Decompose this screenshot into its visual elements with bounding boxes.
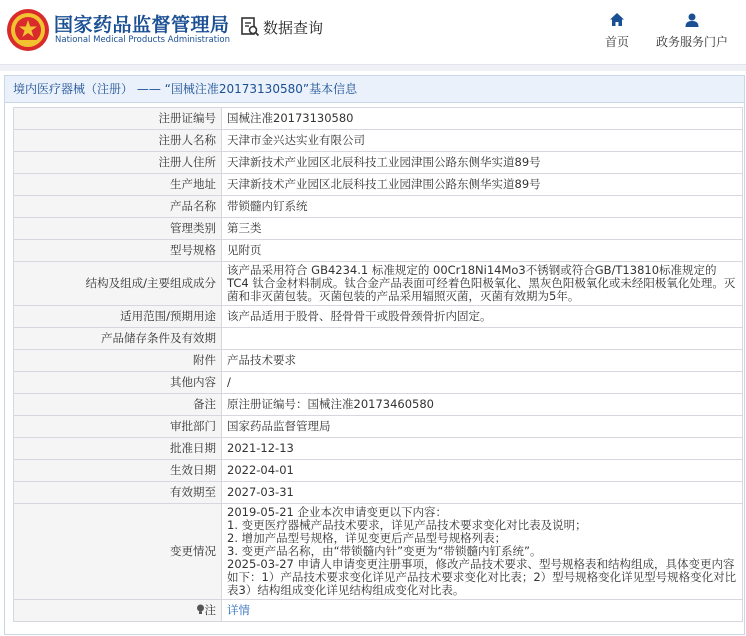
field-value: / bbox=[222, 372, 743, 394]
field-value: 天津新技术产业园区北辰科技工业园津围公路东侧华实道89号 bbox=[222, 152, 743, 174]
table-row bbox=[14, 240, 743, 262]
field-value: 带锁髓内钉系统 bbox=[222, 196, 743, 218]
nav-portal-label: 政务服务门户 bbox=[655, 35, 728, 49]
field-value: 天津市金兴达实业有限公司 bbox=[222, 130, 743, 152]
nav-home[interactable] bbox=[577, 12, 657, 50]
field-label: 审批部门 bbox=[14, 416, 222, 438]
table-row bbox=[14, 306, 743, 328]
table-row bbox=[14, 262, 743, 306]
field-value: 该产品适用于股骨、胫骨骨干或股骨颈骨折内固定。 bbox=[222, 306, 743, 328]
registration-info-table bbox=[13, 107, 743, 622]
field-label: 管理类别 bbox=[14, 218, 222, 240]
brand-name-cn[interactable]: 国家药品监督管理局 bbox=[54, 14, 230, 36]
field-value: 该产品采用符合 GB4234.1 标准规定的 00Cr18Ni14Mo3不锈钢或符合GB/T13810标准规定的 TC4 钛合金材料制成。钛合金产品表面可经着色阳极氧化、黑灰色阳极氧化或未经阳极氧化处理。灭菌和非灭菌包装。灭菌包装的产品采用辐照灭菌，灭菌有效期为5年。 bbox=[222, 262, 743, 306]
table-row bbox=[14, 600, 743, 622]
nav-service-portal[interactable] bbox=[652, 12, 732, 50]
field-label: 生效日期 bbox=[14, 460, 222, 482]
detail-panel bbox=[4, 75, 745, 635]
home-icon bbox=[609, 12, 625, 28]
note-value-cell bbox=[222, 600, 743, 622]
field-label: 型号规格 bbox=[14, 240, 222, 262]
table-row bbox=[14, 174, 743, 196]
nav-home-label: 首页 bbox=[604, 35, 629, 49]
field-value: 原注册证编号：国械注准20173460580 bbox=[222, 394, 743, 416]
field-value: 国家药品监督管理局 bbox=[222, 416, 743, 438]
data-query-label: 数据查询 bbox=[263, 18, 324, 37]
field-label: 注册人名称 bbox=[14, 130, 222, 152]
table-row bbox=[14, 108, 743, 130]
field-label: 适用范围/预期用途 bbox=[14, 306, 222, 328]
panel-title bbox=[5, 76, 744, 103]
field-label: 产品名称 bbox=[14, 196, 222, 218]
table-row bbox=[14, 460, 743, 482]
table-row bbox=[14, 130, 743, 152]
field-label: 注册证编号 bbox=[14, 108, 222, 130]
table-row bbox=[14, 394, 743, 416]
details-link[interactable]: 详情 bbox=[227, 603, 250, 617]
table-row bbox=[14, 350, 743, 372]
field-label: 其他内容 bbox=[14, 372, 222, 394]
field-value: 国械注准20173130580 bbox=[222, 108, 743, 130]
title-reg-no: “国械注准20173130580” bbox=[164, 82, 310, 96]
field-label: 产品储存条件及有效期 bbox=[14, 328, 222, 350]
field-label: 有效期至 bbox=[14, 482, 222, 504]
header-divider bbox=[0, 64, 746, 71]
field-value bbox=[222, 328, 743, 350]
field-value: 2022-04-01 bbox=[222, 460, 743, 482]
user-icon bbox=[684, 12, 700, 28]
lightbulb-icon bbox=[196, 604, 205, 615]
table-row bbox=[14, 196, 743, 218]
table-row bbox=[14, 482, 743, 504]
title-separator: —— bbox=[133, 82, 165, 96]
table-row bbox=[14, 438, 743, 460]
field-label: 注册人住所 bbox=[14, 152, 222, 174]
table-row bbox=[14, 152, 743, 174]
field-label: 附件 bbox=[14, 350, 222, 372]
table-row bbox=[14, 218, 743, 240]
title-suffix: 基本信息 bbox=[309, 82, 358, 96]
field-value: 2021-12-13 bbox=[222, 438, 743, 460]
field-value: 第三类 bbox=[222, 218, 743, 240]
note-label: 注 bbox=[204, 603, 216, 617]
field-label: 批准日期 bbox=[14, 438, 222, 460]
field-label: 生产地址 bbox=[14, 174, 222, 196]
field-label: 备注 bbox=[14, 394, 222, 416]
title-prefix: 境内医疗器械（注册） bbox=[13, 82, 134, 96]
table-row bbox=[14, 328, 743, 350]
table-row bbox=[14, 416, 743, 438]
field-value: 天津新技术产业园区北辰科技工业园津围公路东侧华实道89号 bbox=[222, 174, 743, 196]
document-search-icon bbox=[240, 16, 260, 38]
nmpa-emblem-icon bbox=[6, 8, 50, 52]
brand-name-en: National Medical Products Administration bbox=[55, 35, 230, 45]
field-label: 结构及组成/主要组成成分 bbox=[14, 262, 222, 306]
table-row bbox=[14, 504, 743, 600]
table-row bbox=[14, 372, 743, 394]
field-value: 产品技术要求 bbox=[222, 350, 743, 372]
field-label: 变更情况 bbox=[14, 504, 222, 600]
field-value: 见附页 bbox=[222, 240, 743, 262]
data-query-link[interactable] bbox=[240, 16, 323, 38]
field-value: 2019-05-21 企业本次申请变更以下内容： 1. 变更医疗器械产品技术要求，详见产品技术要求变化对比表及说明； 2. 增加产品型号规格，详见变更后产品型号规格列表； 3. 变更产品名称，由“带锁髓内针”变更为“带锁髓内钉系统”。 2025-03-27 申请人申请变更注册事项，修改产品技术要求、型号规格表和结构组成，具体变更内容如下：1）产品技术要求变化详见产品技术要求变化对比表；2）型号规格变化详见型号规格变化对比表3）结构组成变化详见结构组成变化对比表。 bbox=[222, 504, 743, 600]
note-label-cell bbox=[14, 600, 222, 622]
site-header bbox=[0, 0, 746, 64]
field-value: 2027-03-31 bbox=[222, 482, 743, 504]
